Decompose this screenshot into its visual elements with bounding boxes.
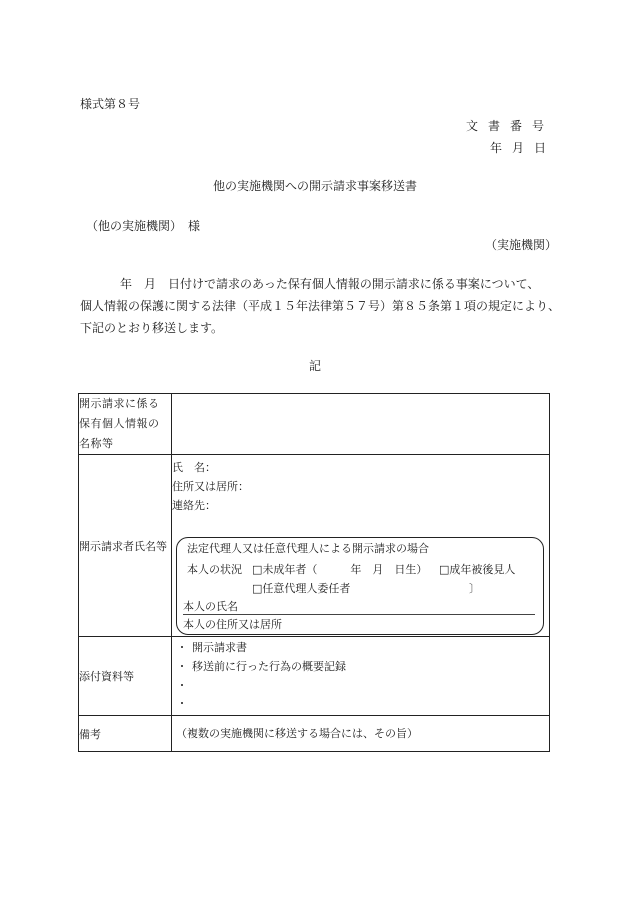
attachment-item: ・ 移送前に行った行為の概要記録: [176, 660, 346, 673]
attachment-item: ・: [176, 679, 188, 692]
principal-address[interactable]: 本人の住所又は居所: [183, 618, 282, 631]
document-title: 他の実施機関への開示請求事案移送書: [212, 179, 417, 193]
agent-request-box: [176, 537, 544, 635]
row-information-name: [79, 394, 550, 455]
attachment-item: ・ 開示請求書: [176, 641, 247, 654]
document-number: 文書番号: [466, 119, 555, 133]
attachment-item: ・: [176, 697, 188, 710]
value-information-name[interactable]: [172, 394, 550, 455]
form-number: 様式第８号: [80, 97, 141, 111]
label-attachments: 添付資料等: [79, 637, 172, 716]
checkbox-voluntary-agent[interactable]: □任意代理人委任者: [252, 582, 351, 595]
label-information-name: 開示請求に係る保有個人情報の名称等: [79, 394, 172, 455]
requester-address: 住所又は居所：: [172, 480, 249, 493]
agent-box-title: 法定代理人又は任意代理人による開示請求の場合: [187, 542, 429, 555]
checkbox-minor[interactable]: □未成年者（ 年 月 日生）: [252, 563, 428, 576]
label-requester: 開示請求者氏名等: [79, 455, 172, 637]
row-attachments: [79, 637, 550, 716]
body-line-3: 下記のとおり移送します。: [80, 321, 224, 335]
principal-name[interactable]: 本人の氏名: [183, 600, 535, 615]
details-table: [78, 393, 550, 752]
row-remarks: [79, 716, 550, 752]
requester-name: 氏 名：: [172, 461, 216, 474]
label-remarks: 備考: [79, 716, 172, 752]
body-line-2: 個人情報の保護に関する法律（平成１５年法律第５７号）第８５条第１項の規定により、: [80, 299, 561, 313]
document-date: 年月日: [490, 141, 557, 155]
row-requester: [79, 455, 550, 637]
sender: （実施機関）: [485, 238, 558, 252]
ki-heading: 記: [308, 359, 321, 373]
principal-status-label: 本人の状況: [187, 563, 242, 576]
addressee: （他の実施機関） 様: [86, 219, 201, 233]
bracket-close: 〕: [469, 582, 480, 595]
value-attachments: [172, 637, 550, 716]
value-requester: [172, 455, 550, 637]
value-remarks: （複数の実施機関に移送する場合には、その旨）: [172, 716, 550, 752]
body-line-1: 年 月 日付けで請求のあった保有個人情報の開示請求に係る事案について、: [120, 277, 540, 291]
requester-contact: 連絡先：: [172, 499, 216, 512]
checkbox-adult-ward[interactable]: □成年被後見人: [439, 563, 516, 576]
